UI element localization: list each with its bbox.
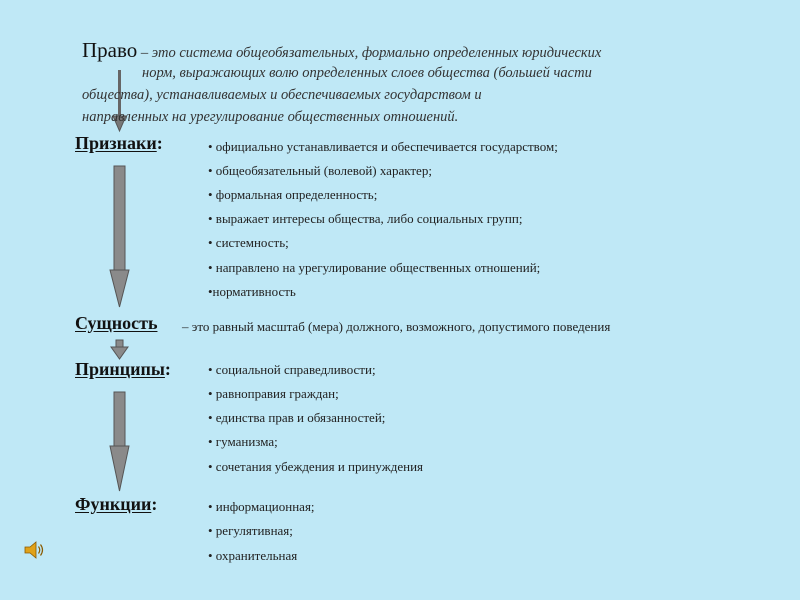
speaker-icon[interactable] — [22, 538, 46, 562]
signs-item-5: • системность; — [208, 235, 289, 250]
principles-item-5: • сочетания убеждения и принуждения — [208, 459, 424, 474]
principles-item-2: • равноправия граждан; — [208, 386, 339, 401]
essence-heading: Сущность — [75, 313, 158, 333]
signs-heading: Признаки: — [75, 133, 163, 153]
signs-item-1: • официально устанавливается и обеспечивается государством; — [208, 139, 558, 154]
functions-item-1: • информационная; — [208, 499, 315, 514]
functions-item-3: • охранительная — [208, 548, 298, 563]
functions-item-2: • регулятивная; — [208, 523, 293, 538]
definition-line-1 — [82, 38, 601, 63]
signs-item-6: • направлено на урегулирование общественных отношений; — [208, 260, 541, 275]
principles-item-1: • социальной справедливости; — [208, 362, 376, 377]
arrow-principles-to-functions — [110, 392, 129, 491]
definition-text-1: – это система общеобязательных, формально определенных юридических — [140, 45, 602, 61]
definition-term: Право — [82, 38, 138, 62]
signs-item-4: • выражает интересы общества, либо социальных групп; — [208, 211, 523, 226]
principles-heading: Принципы: — [75, 359, 171, 379]
essence-text: – это равный масштаб (мера) должного, возможного, допустимого поведения — [182, 319, 611, 334]
principles-item-3: • единства прав и обязанностей; — [208, 410, 386, 425]
signs-item-7: •нормативность — [208, 284, 296, 299]
principles-item-4: • гуманизма; — [208, 434, 278, 449]
signs-item-3: • формальная определенность; — [208, 187, 378, 202]
definition-line-4: направленных на урегулирование общественных отношений. — [82, 109, 459, 125]
arrow-signs-to-essence — [110, 166, 129, 307]
arrow-essence-to-principles — [111, 340, 128, 359]
signs-item-2: • общеобязательный (волевой) характер; — [208, 163, 432, 178]
functions-heading: Функции: — [75, 494, 158, 514]
definition-line-2: норм, выражающих волю определенных слоев общества (большей части — [142, 65, 592, 81]
definition-line-3: общества), устанавливаемых и обеспечиваемых государством и — [82, 87, 482, 103]
